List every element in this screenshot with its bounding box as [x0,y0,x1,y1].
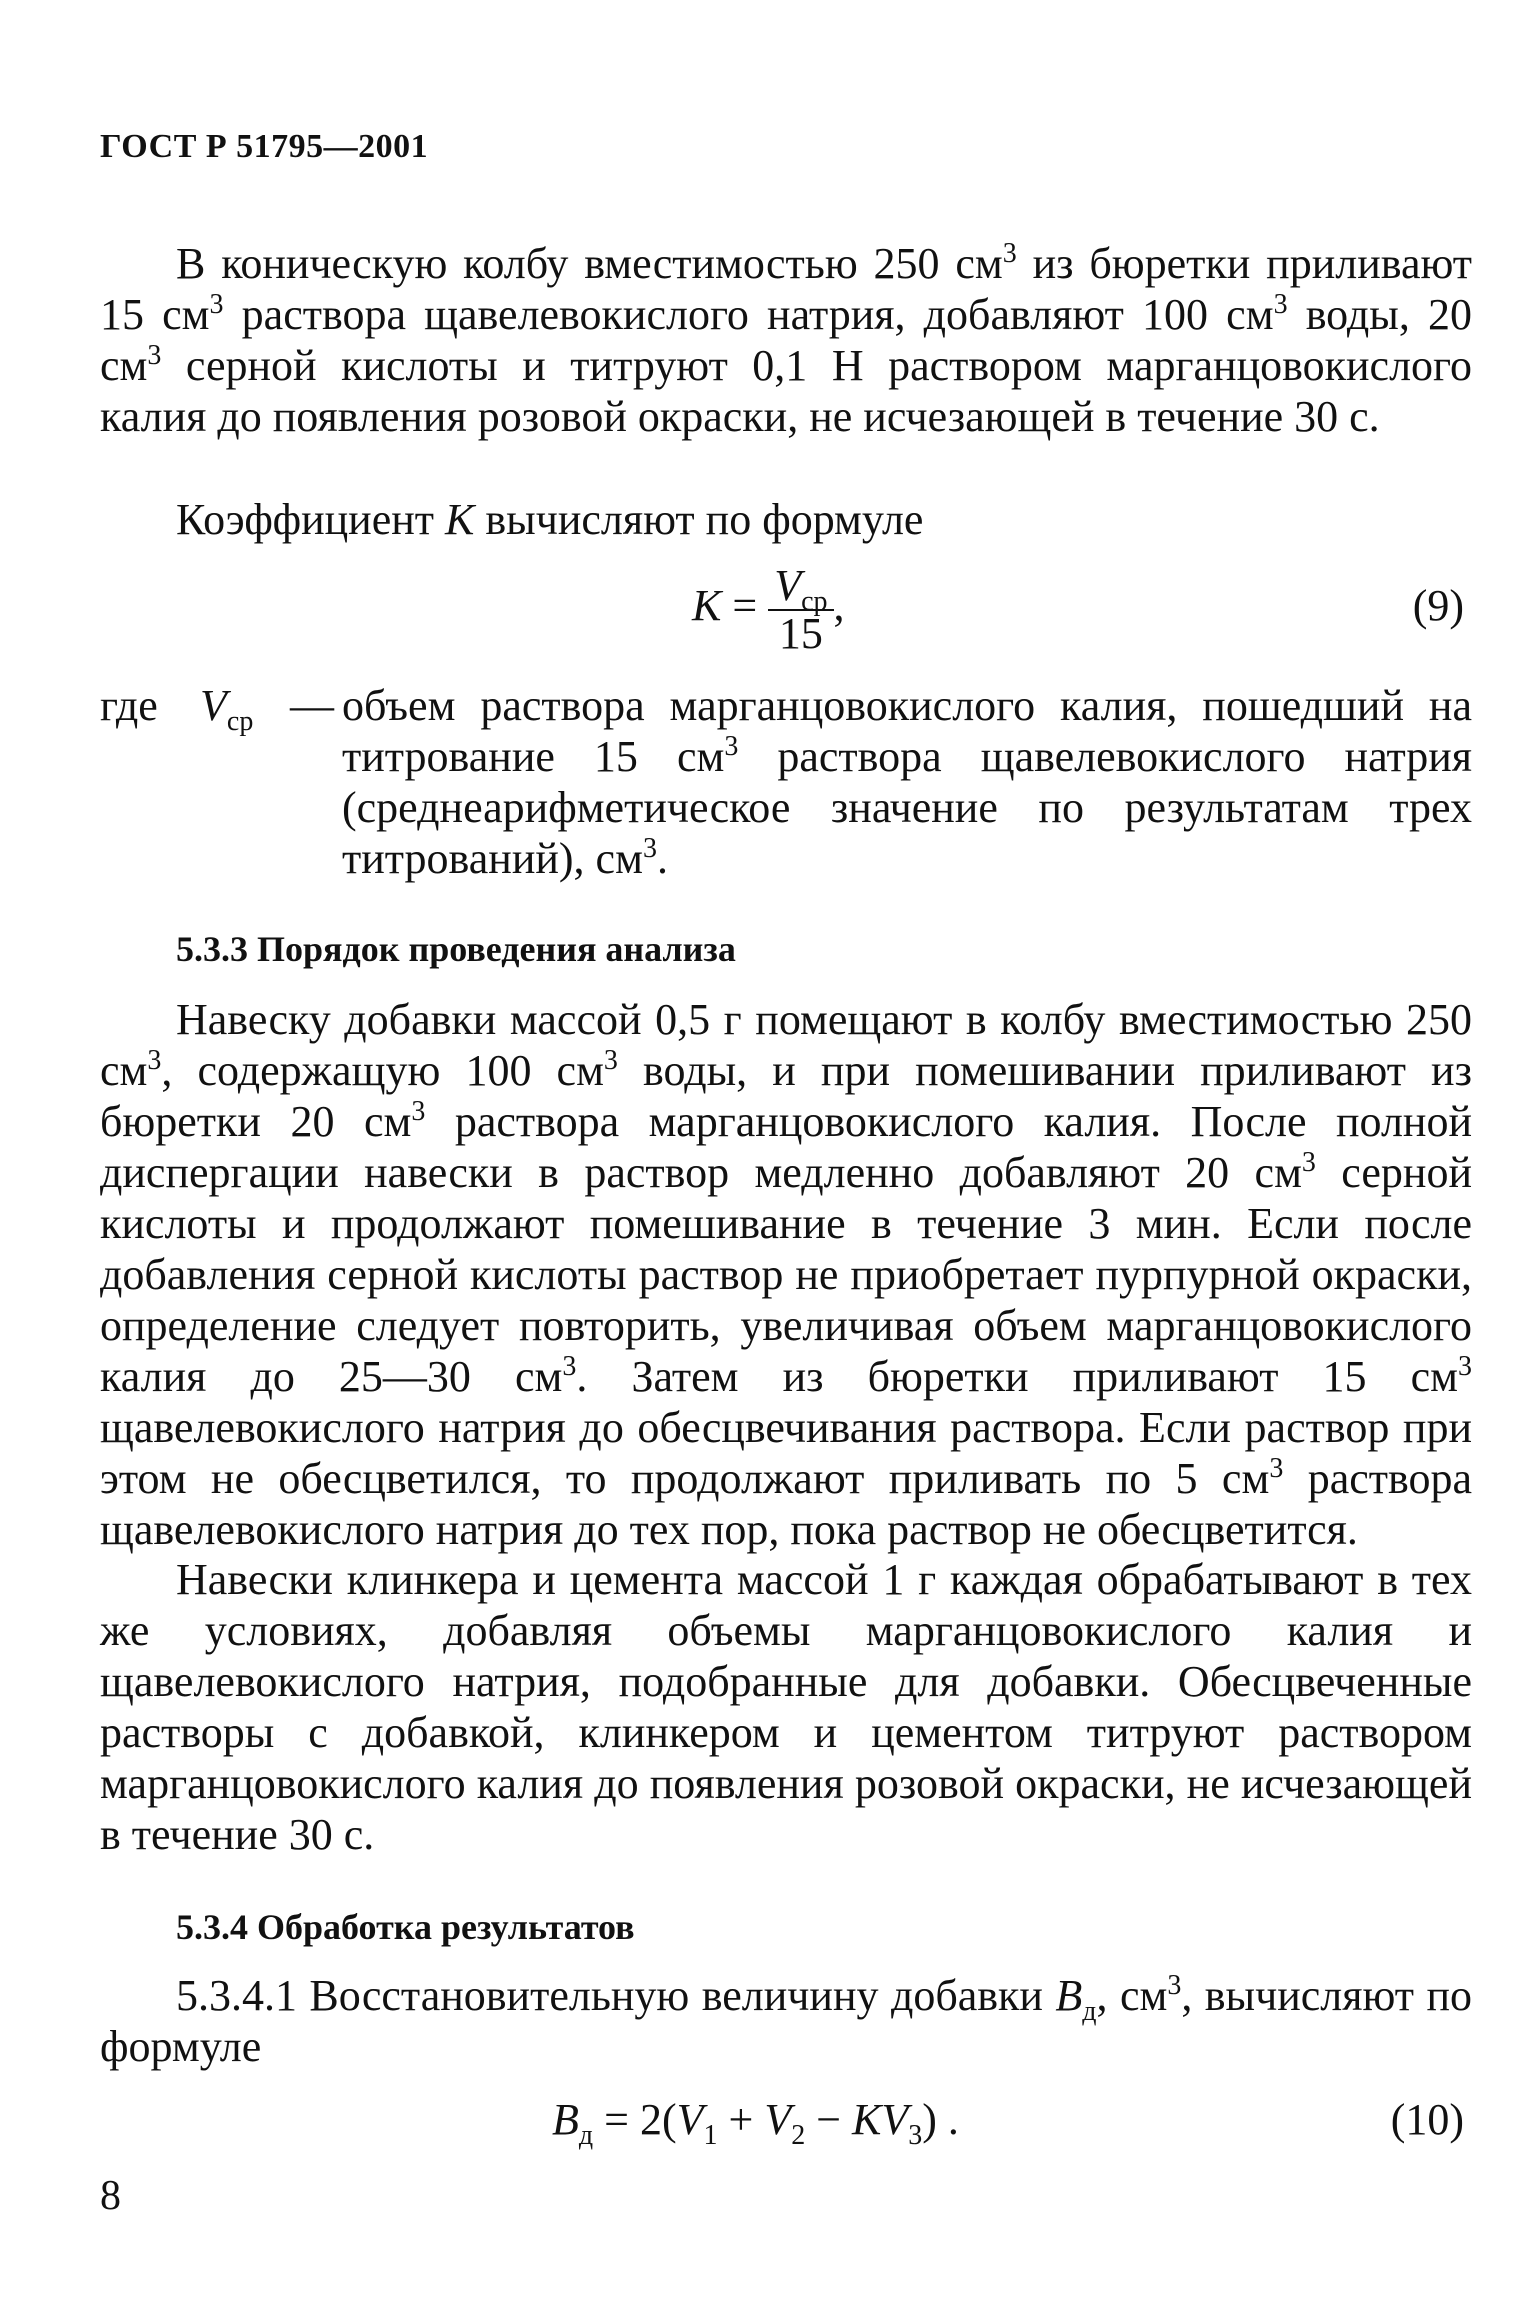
text-run: . Затем из бюретки приливают 15 см [576,1352,1458,1401]
superscript: 3 [603,1045,618,1076]
text-run: вычисляют по формуле [474,495,924,544]
operator-minus: − [805,2095,853,2144]
text-run: раствора марганцовокислого калия. После полной диспергации навески в раствор медленно добавляют 20 см [100,1097,1472,1197]
text-run: Коэффициент [176,495,446,544]
formula-9 [692,563,845,657]
where-definition [342,680,1472,884]
formula-10 [552,2094,959,2151]
variable-v2: V [764,2095,792,2144]
superscript: 3 [1301,1147,1316,1178]
text-run: воды, и при помешивании приливают из бюретки 20 см [100,1046,1472,1146]
superscript: 3 [642,833,657,864]
text-run: , см [1096,1971,1168,2020]
variable-v1: V [676,2095,704,2144]
text-run: раствора щавелевокислого натрия (среднеарифметическое значение по результатам трех титрований), см [342,732,1473,883]
subscript: д [578,2120,594,2151]
superscript: 3 [1273,289,1288,320]
variable-kv3: KV [852,2095,909,2144]
text-run: ) . [922,2095,959,2144]
superscript: 3 [1002,238,1017,269]
text-run: воды, 20 см [100,290,1473,390]
superscript: 3 [147,1045,162,1076]
subscript: 1 [703,2120,718,2151]
paragraph-reducing-value [100,1970,1472,2072]
where-dash: — [290,681,334,730]
text-run: , содержащую 100 см [161,1046,604,1095]
fraction-numerator [768,561,833,617]
superscript: 3 [411,1096,426,1127]
section-heading-533: 5.3.3 Порядок проведения анализа [176,929,736,969]
paragraph-analysis-procedure [100,994,1472,1555]
where-label: где [100,681,158,730]
text-run: 5.3.4.1 Восстановительную величину добавки [176,1971,1056,2020]
paragraph-coefficient-intro [100,494,1472,545]
superscript: 3 [562,1351,577,1382]
text-run: серной кислоты и продолжают помешивание в течение 3 мин. Если после добавления серной кислоты раствор не приобретает пурпурной окраски, определение следует повторить, увеличивая объем марганцовокислого калия до 25—30 см [100,1148,1472,1401]
standard-header: ГОСТ Р 51795—2001 [100,128,429,165]
variable-v: V [774,561,802,610]
text-run: серной кислоты и титруют 0,1 Н раствором марганцовокислого калия до появления розовой окраски, не исчезающей в течение 30 с. [100,341,1472,441]
where-variable [200,680,254,737]
formula-fraction [768,563,833,657]
equation-number-10: (10) [1390,2095,1464,2144]
paragraph-titration-setup [100,238,1472,442]
superscript: 3 [1269,1453,1284,1484]
text-run: щавелевокислого натрия до обесцвечивания раствора. Если раствор при этом не обесцветился, то продолжают приливать по 5 см [100,1403,1472,1503]
operator-plus: + [717,2095,765,2144]
subscript: ср [226,706,254,737]
text-run: из бюретки приливают 15 см [100,239,1472,339]
subscript: ср [801,586,828,617]
variable-v: V [200,681,227,730]
text-run: . [656,834,668,883]
formula-comma: , [833,581,845,631]
superscript: 3 [147,340,162,371]
superscript: 3 [724,731,739,762]
variable-b: B [1055,1971,1083,2020]
formula-equals: = [732,581,758,631]
fraction-denominator: 15 [778,609,823,658]
text-run: = 2( [593,2095,677,2144]
subscript: 3 [908,2120,923,2151]
text-run: В коническую колбу вместимостью 250 см [176,239,1003,288]
equation-number-9: (9) [1412,581,1464,630]
text-run: Навеску добавки массой 0,5 г помещают в колбу вместимостью 250 см [100,995,1472,1095]
section-heading-534: 5.3.4 Обработка результатов [176,1907,635,1947]
superscript: 3 [1167,1970,1182,2001]
superscript: 3 [1457,1351,1472,1382]
paragraph-clinker-cement: Навески клинкера и цемента массой 1 г каждая обрабатывают в тех же условиях, добавляя объемы марганцовокислого калия и щавелевокислого натрия, подобранные для добавки. Обесцвеченные растворы с добавкой, клинкером и цементом титруют раствором марганцовокислого калия до появления розовой окраски, не исчезающей в течение 30 с. [100,1555,1472,1859]
variable-k: K [445,495,475,544]
subscript: 2 [791,2120,806,2151]
formula-lhs: K [692,581,722,631]
formula-lhs: B [552,2095,579,2144]
subscript: д [1082,1996,1097,2027]
text-run: раствора щавелевокислого натрия до тех пор, пока раствор не обесцветится. [100,1454,1472,1554]
superscript: 3 [209,289,224,320]
text-run: раствора щавелевокислого натрия, добавляют 100 см [223,290,1274,339]
text-run: объем раствора марганцовокислого калия, пошедший на титрование 15 см [342,681,1472,781]
page-number: 8 [100,2173,121,2219]
text-run: , вычисляют по формуле [100,1971,1472,2071]
